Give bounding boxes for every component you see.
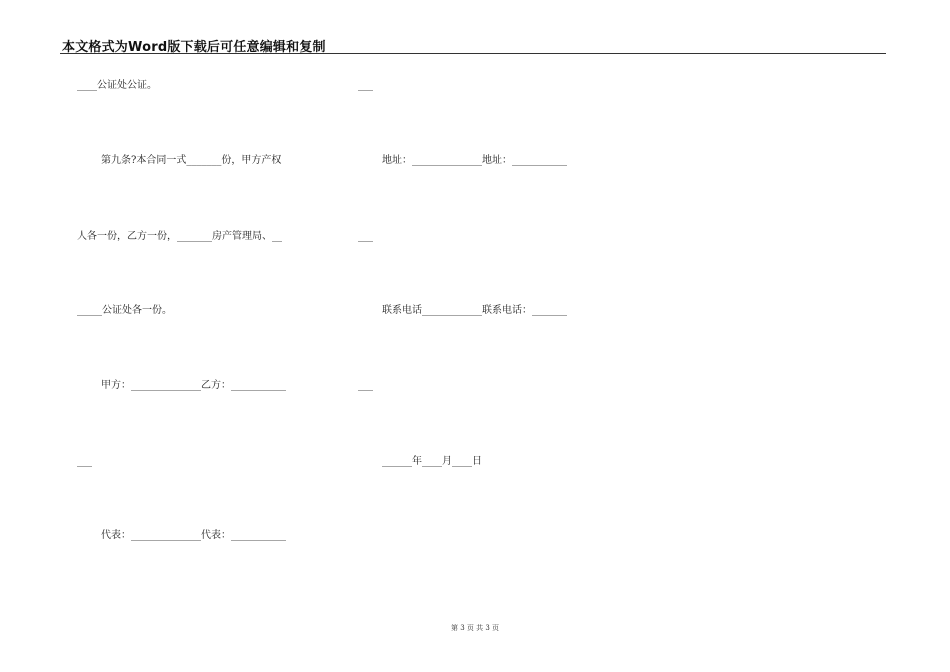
left-line-5: 甲方：______________乙方：___________	[101, 380, 286, 391]
right-line-6: ______年____月____日	[382, 456, 482, 467]
left-line-7: 代表：______________代表：___________	[101, 530, 286, 541]
page-number-footer: 第 3 页 共 3 页	[450, 624, 500, 632]
right-line-2: 地址：______________地址：___________	[382, 155, 567, 166]
left-line-4: _____公证处各一份。	[77, 305, 172, 316]
left-line-2: 第九条?本合同一式_______份，甲方产权	[101, 155, 282, 166]
right-line-3: ___	[358, 231, 373, 242]
left-line-1: ____公证处公证。	[77, 80, 157, 91]
document-header-title: 本文格式为Word版下载后可任意编辑和复制	[62, 40, 326, 55]
header-divider	[60, 53, 886, 54]
left-line-3: 人各一份，乙方一份，_______房产管理局、__	[77, 231, 282, 242]
right-line-5: ___	[358, 380, 373, 391]
right-line-4: 联系电话____________联系电话：_______	[382, 305, 567, 316]
right-line-1: ___	[358, 80, 373, 91]
left-line-6: ___	[77, 456, 92, 467]
